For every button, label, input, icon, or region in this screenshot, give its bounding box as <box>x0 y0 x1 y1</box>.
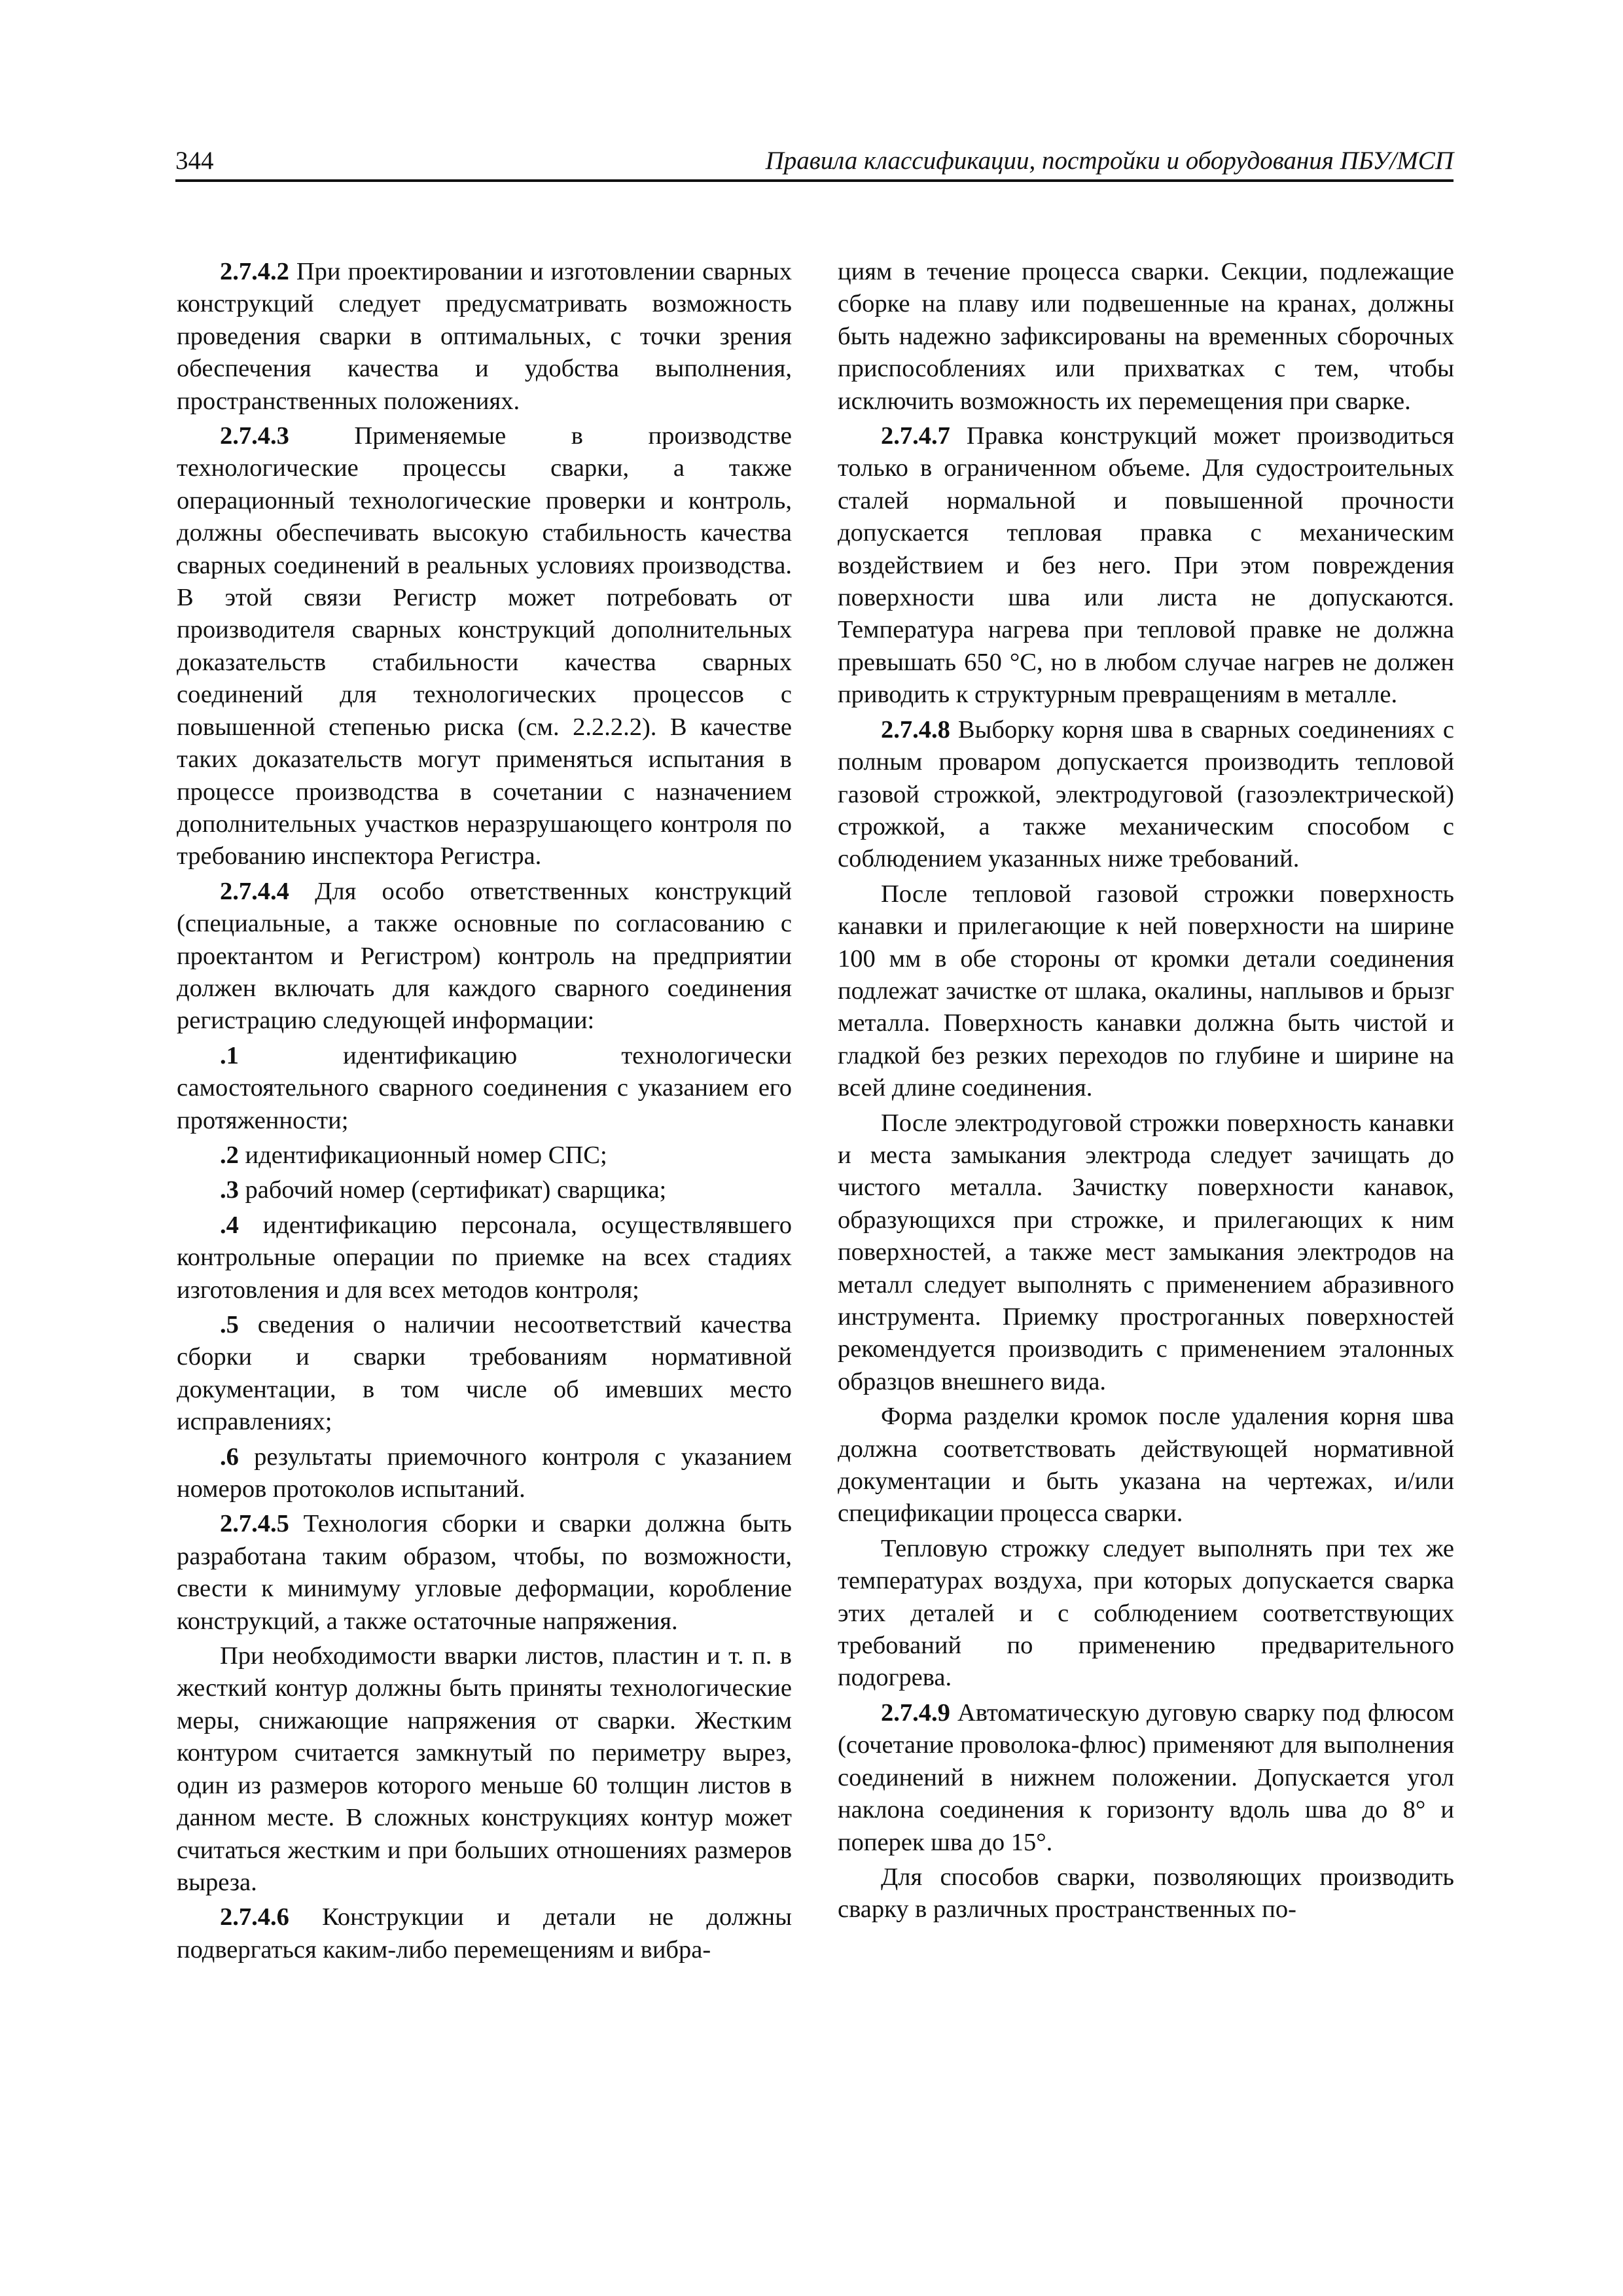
clause-number: .1 <box>220 1041 239 1069</box>
clause-number: 2.7.4.8 <box>881 715 950 744</box>
paragraph-text: Конструкции и детали не должны подвергаться каким-либо перемещениям и вибра- <box>177 1903 792 1964</box>
paragraph-text: После тепловой газовой строжки поверхность канавки и прилегающие к ней поверхности на ширине 100 мм в обе стороны от кромки детали соединения подлежат зачистке от шлака, окалины, наплывов и брызг металла. Поверхность канавки должна быть чистой и гладкой без резких переходов по глубине и ширине на всей длине соединения. <box>838 880 1454 1102</box>
paragraph <box>838 256 1454 418</box>
paragraph-text: результаты приемочного контроля с указанием номеров протоколов испытаний. <box>177 1443 792 1503</box>
paragraph <box>177 256 792 418</box>
paragraph-text: Правка конструкций может производиться только в ограниченном объеме. Для судостроительных сталей нормальной и повышенной прочности допускается тепловая правка с механическим воздействием и без него. При этом повреждения поверхности шва или листа не допускаются. Температура нагрева при тепловой правке не должна превышать 650 °С, но в любом случае нагрев не должен приводить к структурным превращениям в металле. <box>838 422 1454 709</box>
paragraph <box>177 1901 792 1966</box>
page-header <box>175 140 1454 182</box>
clause-number: 2.7.4.2 <box>220 258 289 285</box>
paragraph-text: При необходимости вварки листов, пластин и т. п. в жесткий контур должны быть приняты технологические меры, снижающие напряжения от сварки. Жестким контуром считается замкнутый по периметру вырез, один из размеров которого меньше 60 толщин листов в данном месте. В сложных конструкциях контур может считаться жестким и при больших отношениях размеров выреза. <box>177 1642 792 1896</box>
paragraph <box>177 420 792 873</box>
left-text-column <box>177 256 792 1969</box>
paragraph <box>177 1174 792 1206</box>
clause-number: 2.7.4.7 <box>881 422 950 450</box>
paragraph-text: Автоматическую дуговую сварку под флюсом (сочетание проволока-флюс) применяют для выполнения соединений в нижнем положении. Допускается угол наклона соединения к горизонту вдоль шва до 8° и поперек шва до 15°. <box>838 1698 1454 1856</box>
paragraph-text: Тепловую строжку следует выполнять при тех же температурах воздуха, при которых допускается сварка этих деталей и с соблюдением соответствующих требований по применению предварительного подогрева. <box>838 1534 1454 1692</box>
paragraph <box>177 1441 792 1506</box>
paragraph <box>177 1040 792 1137</box>
paragraph <box>177 1139 792 1172</box>
paragraph <box>177 1309 792 1439</box>
paragraph <box>838 1533 1454 1695</box>
paragraph-text: Для особо ответственных конструкций (специальные, а также основные по согласованию с проектантом и Регистром) контроль на предприятии должен включать для каждого сварного соединения регистрацию следующей информации: <box>177 877 792 1035</box>
paragraph-text: рабочий номер (сертификат) сварщика; <box>238 1176 667 1204</box>
paragraph <box>838 1697 1454 1859</box>
paragraph <box>838 420 1454 711</box>
clause-number: .4 <box>220 1211 239 1239</box>
paragraph <box>177 1508 792 1638</box>
paragraph <box>177 1210 792 1306</box>
clause-number: .5 <box>220 1311 239 1338</box>
right-text-column <box>838 256 1454 1929</box>
clause-number: .2 <box>220 1141 239 1169</box>
paragraph <box>177 1640 792 1899</box>
page-number: 344 <box>175 147 214 175</box>
paragraph-text: После электродуговой строжки поверхность канавки и места замыкания электрода следует зачищать до чистого металла. Зачистку поверхности канавок, образующихся при строжке, и прилегающих к ним поверхностей, а также мест замыкания электродов на металл следует выполнять с применением абразивного инструмента. Приемку прострoганных поверхностей рекомендуется производить с применением эталонных образцов внешнего вида. <box>838 1109 1454 1395</box>
paragraph <box>838 1861 1454 1926</box>
paragraph <box>177 876 792 1037</box>
paragraph-text: сведения о наличии несоответствий качества сборки и сварки требованиям нормативной документации, в том числе об имевших место исправлениях; <box>177 1311 792 1436</box>
paragraph-text: идентификационный номер СПС; <box>238 1141 607 1169</box>
paragraph <box>838 878 1454 1105</box>
paragraph-text: идентификацию персонала, осуществлявшего контрольные операции по приемке на всех стадиях изготовления и для всех методов контроля; <box>177 1211 792 1304</box>
paragraph-text: идентификацию технологически самостоятельного сварного соединения с указанием его протяженности; <box>177 1041 792 1134</box>
paragraph-text: Для способов сварки, позволяющих производить сварку в различных пространственных по- <box>838 1863 1454 1924</box>
paragraph <box>838 714 1454 876</box>
paragraph <box>838 1401 1454 1530</box>
clause-number: .3 <box>220 1176 239 1204</box>
clause-number: 2.7.4.5 <box>220 1510 289 1538</box>
paragraph-text: Применяемые в производстве технологические процессы сварки, а также операционный технологические проверки и контроль, должны обеспечивать высокую стабильность качества сварных соединений в реальных условиях производства. В этой связи Регистр может потребовать от производителя сварных конструкций дополнительных доказательств стабильности качества сварных соединений для технологических процессов с повышенной степенью риска (см. 2.2.2.2). В качестве таких доказательств могут применяться испытания в процессе производства в сочетании с назначением дополнительных участков неразрушающего контроля по требованию инспектора Регистра. <box>177 422 792 870</box>
paragraph-text: Выборку корня шва в сварных соединениях с полным проваром допускается производить тепловой газовой строжкой, электродуговой (газоэлектрической) строжкой, а также механическим способом с соблюдением указанных ниже требований. <box>838 715 1454 873</box>
clause-number: .6 <box>220 1443 239 1471</box>
clause-number: 2.7.4.6 <box>220 1903 289 1931</box>
paragraph-text: Технология сборки и сварки должна быть разработана таким образом, чтобы, по возможности, свести к минимуму угловые деформации, коробление конструкций, а также остаточные напряжения. <box>177 1510 792 1635</box>
clause-number: 2.7.4.4 <box>220 877 289 905</box>
clause-number: 2.7.4.9 <box>881 1698 950 1727</box>
running-title: Правила классификации, постройки и оборудования ПБУ/МСП <box>765 147 1454 175</box>
paragraph-text: При проектировании и изготовлении сварных конструкций следует предусматривать возможность проведения сварки в оптимальных, с точки зрения обеспечения качества и удобства выполнения, пространственных положениях. <box>177 258 792 415</box>
clause-number: 2.7.4.3 <box>220 422 289 450</box>
paragraph-text: циям в течение процесса сварки. Секции, подлежащие сборке на плаву или подвешенные на кранах, должны быть надежно зафиксированы на временных сборочных приспособлениях или прихватках с тем, чтобы исключить возможность их перемещения при сварке. <box>838 258 1454 415</box>
paragraph-text: Форма разделки кромок после удаления корня шва должна соответствовать действующей нормативной документации и быть указана на чертежах, и/или спецификации процесса сварки. <box>838 1403 1454 1528</box>
paragraph <box>838 1107 1454 1399</box>
